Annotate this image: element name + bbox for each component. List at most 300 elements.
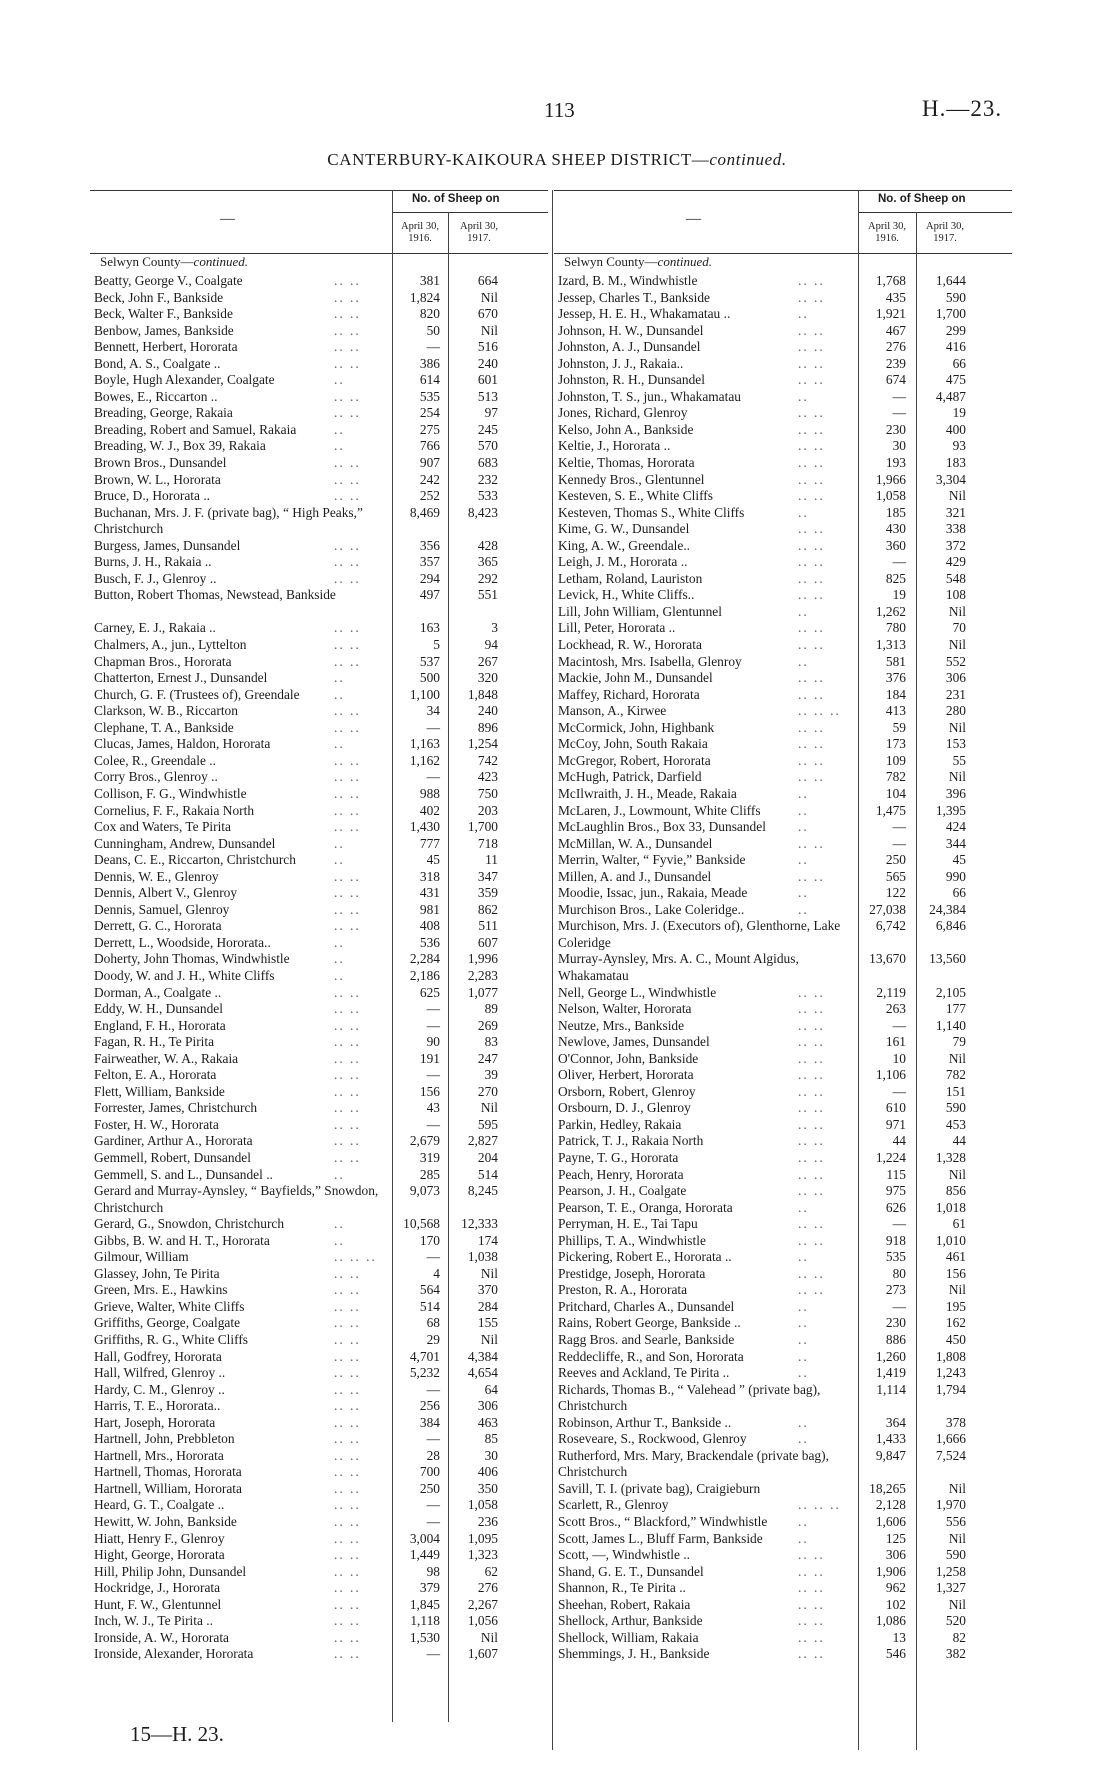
leader-dots: .. .. — [798, 289, 825, 305]
table-row — [90, 918, 548, 935]
holder-name: Letham, Roland, Lauriston — [558, 570, 703, 586]
sheep-1916: 80 — [892, 1265, 906, 1281]
sheep-1916: 250 — [419, 1480, 440, 1496]
holder-name: Robinson, Arthur T., Bankside .. — [558, 1414, 732, 1430]
sheep-1916: 376 — [885, 670, 906, 686]
leader-dots: .. .. — [798, 471, 825, 487]
sheep-1917: 236 — [477, 1514, 498, 1530]
leader-dots: .. — [798, 785, 809, 801]
left-header-rule — [392, 212, 548, 213]
leader-dots: .. .. — [798, 637, 825, 653]
sheep-1917: Nil — [948, 769, 966, 785]
table-row — [90, 968, 548, 985]
sheep-1917: 280 — [945, 703, 966, 719]
sheep-1917: 64 — [484, 1381, 498, 1397]
sheep-1917: 372 — [945, 537, 966, 553]
sheep-1916: 98 — [426, 1563, 440, 1579]
table-row — [554, 918, 1012, 951]
leader-dots: .. .. — [334, 388, 361, 404]
sheep-1916: 535 — [885, 1249, 906, 1265]
table-row — [554, 1597, 1012, 1614]
table-row — [554, 1497, 1012, 1514]
sheep-1916: 435 — [885, 289, 906, 305]
holder-name: Pritchard, Charles A., Dunsandel — [558, 1298, 735, 1314]
leader-dots: .. .. — [334, 1348, 361, 1364]
table-row — [554, 869, 1012, 886]
table-row — [554, 488, 1012, 505]
sheep-1917: 428 — [477, 537, 498, 553]
sheep-1917: 177 — [945, 1001, 966, 1017]
sheep-1916: 777 — [419, 835, 440, 851]
sheep-1916: 886 — [885, 1332, 906, 1347]
leader-dots: .. .. — [798, 372, 825, 388]
sheep-1917: 267 — [477, 653, 498, 669]
holder-name: Lockhead, R. W., Hororata — [558, 637, 702, 653]
sheep-1916: 13 — [892, 1629, 906, 1645]
leader-dots: .. .. — [334, 637, 361, 653]
holder-name: Bennett, Herbert, Hororata — [94, 339, 238, 355]
holder-name: Kesteven, Thomas S., White Cliffs — [558, 504, 745, 520]
table-row — [90, 1613, 548, 1630]
leader-dots: .. .. — [798, 620, 825, 636]
holder-name: Mackie, John M., Dunsandel — [558, 670, 713, 686]
sheep-1916: 2,284 — [409, 951, 440, 967]
right-header-1916: April 30, 1916. — [868, 221, 906, 244]
leader-dots: .. — [334, 736, 345, 752]
leader-dots: .. .. — [798, 339, 825, 355]
leader-dots: .. .. — [334, 1315, 361, 1331]
sheep-1916: — — [892, 388, 906, 404]
sheep-1916: 9,847 — [875, 1447, 906, 1463]
leader-dots: .. .. — [798, 1116, 825, 1132]
table-row — [554, 554, 1012, 571]
sheep-1917: Nil — [948, 1480, 966, 1496]
sheep-1916: — — [892, 1298, 906, 1314]
leader-dots: .. .. — [798, 1183, 825, 1199]
leader-dots: .. — [798, 653, 809, 669]
table-row — [90, 786, 548, 803]
right-divider-1 — [858, 190, 859, 1750]
table-row — [554, 687, 1012, 704]
table-row — [90, 1282, 548, 1299]
sheep-1916: 43 — [426, 1100, 440, 1116]
table-row — [90, 836, 548, 853]
sheep-1917: 590 — [945, 1547, 966, 1563]
sheep-1917: 79 — [952, 1034, 966, 1050]
table-row — [90, 1100, 548, 1117]
holder-name: Shand, G. E. T., Dunsandel — [558, 1563, 704, 1579]
sheep-1917: 750 — [477, 785, 498, 801]
leader-dots: .. .. — [334, 1149, 361, 1165]
holder-name: Preston, R. A., Hororata — [558, 1282, 688, 1298]
leader-dots: .. .. — [334, 1646, 361, 1662]
holder-name: Manson, A., Kirwee — [558, 703, 667, 719]
sheep-1916: 1,106 — [875, 1067, 906, 1083]
left-county-continued: continued. — [193, 254, 249, 269]
table-row — [554, 1167, 1012, 1184]
sheep-1917: 156 — [945, 1265, 966, 1281]
sheep-1916: — — [426, 1001, 440, 1017]
table-row — [554, 1200, 1012, 1217]
sheep-1916: 2,119 — [876, 984, 906, 1000]
sheep-1916: 68 — [426, 1315, 440, 1331]
sheep-1917: Nil — [480, 322, 498, 338]
sheep-1916: 104 — [885, 785, 906, 801]
holder-name: Cox and Waters, Te Pirita — [94, 819, 231, 835]
leader-dots: .. — [334, 967, 345, 983]
leader-dots: .. .. — [334, 1431, 361, 1447]
sheep-1917: 1,794 — [935, 1381, 966, 1397]
leader-dots: .. .. — [798, 1017, 825, 1033]
leader-dots: .. — [334, 835, 345, 851]
table-row — [554, 1415, 1012, 1432]
sheep-1916: 90 — [426, 1034, 440, 1050]
table-row — [554, 1531, 1012, 1548]
left-table-body — [90, 273, 548, 1663]
sheep-1916: 1,224 — [875, 1149, 906, 1165]
holder-name: Hartnell, Thomas, Hororata — [94, 1464, 242, 1480]
sheep-1916: 252 — [419, 488, 440, 504]
table-row — [90, 306, 548, 323]
sheep-1916: 1,530 — [409, 1629, 440, 1645]
holder-name: Glassey, John, Te Pirita — [94, 1265, 220, 1281]
table-row — [554, 571, 1012, 588]
leader-dots: .. .. — [334, 322, 361, 338]
left-divider-2 — [448, 212, 449, 1722]
leader-dots: .. — [798, 1332, 809, 1347]
left-county-heading — [90, 254, 548, 273]
table-row — [554, 1349, 1012, 1366]
leader-dots: .. — [798, 306, 809, 322]
table-row — [554, 356, 1012, 373]
left-column — [90, 190, 548, 1663]
leader-dots: .. .. .. — [798, 703, 841, 719]
sheep-1917: 94 — [484, 637, 498, 653]
leader-dots: .. .. — [798, 1216, 825, 1232]
table-row — [90, 372, 548, 389]
table-row — [554, 1233, 1012, 1250]
sheep-1917: Nil — [480, 1100, 498, 1116]
sheep-1916: 674 — [885, 372, 906, 388]
table-row — [554, 372, 1012, 389]
sheep-1917: 89 — [484, 1001, 498, 1017]
holder-name: Gardiner, Arthur A., Hororata — [94, 1133, 253, 1149]
holder-name: Ironside, Alexander, Hororata — [94, 1646, 254, 1662]
table-row — [90, 885, 548, 902]
holder-name: Jessep, H. E. H., Whakamatau .. — [558, 306, 731, 322]
holder-name: Gemmell, S. and L., Dunsandel .. — [94, 1166, 273, 1182]
sheep-1917: 670 — [477, 306, 498, 322]
leader-dots: .. — [334, 670, 345, 686]
leader-dots: .. .. — [334, 455, 361, 471]
sheep-1917: 4,654 — [467, 1365, 498, 1381]
table-row — [554, 1067, 1012, 1084]
sheep-1917: 406 — [477, 1464, 498, 1480]
holder-name: Nell, George L., Windwhistle — [558, 984, 717, 1000]
leader-dots: .. .. — [798, 1596, 825, 1612]
sheep-1916: 276 — [885, 339, 906, 355]
leader-dots: .. .. — [334, 819, 361, 835]
sheep-1916: 263 — [885, 1001, 906, 1017]
holder-name: Busch, F. J., Glenroy .. — [94, 570, 217, 586]
holder-name: Green, Mrs. E., Hawkins — [94, 1282, 228, 1298]
sheep-1916: — — [426, 769, 440, 785]
leader-dots: .. .. — [798, 1001, 825, 1017]
holder-name: Bruce, D., Hororata .. — [94, 488, 211, 504]
sheep-1917: 306 — [477, 1398, 498, 1414]
sheep-1916: 2,186 — [409, 967, 440, 983]
sheep-1916: 156 — [419, 1083, 440, 1099]
sheep-1916: 1,433 — [875, 1431, 906, 1447]
sheep-1917: 463 — [477, 1414, 498, 1430]
leader-dots: .. .. — [798, 1083, 825, 1099]
holder-name: Doody, W. and J. H., White Cliffs — [94, 967, 275, 983]
leader-dots: .. .. — [334, 554, 361, 570]
holder-name: Chatterton, Ernest J., Dunsandel — [94, 670, 268, 686]
leader-dots: .. — [798, 388, 809, 404]
leader-dots: .. — [798, 1249, 809, 1265]
holder-name: Griffiths, R. G., White Cliffs — [94, 1332, 248, 1347]
leader-dots: .. — [334, 852, 345, 868]
sheep-1917: 82 — [952, 1629, 966, 1645]
table-row — [554, 604, 1012, 621]
sheep-1916: 19 — [892, 587, 906, 603]
sheep-1916: — — [426, 1497, 440, 1513]
holder-name: Scott, James L., Bluff Farm, Bankside — [558, 1530, 763, 1546]
holder-name: Hall, Godfrey, Hororata — [94, 1348, 222, 1364]
sheep-1916: 1,906 — [875, 1563, 906, 1579]
table-row — [90, 769, 548, 786]
sheep-1916: — — [426, 719, 440, 735]
leader-dots: .. .. — [798, 1547, 825, 1563]
sheep-1917: 2,827 — [467, 1133, 498, 1149]
leader-dots: .. .. — [334, 769, 361, 785]
leader-dots: .. .. — [334, 802, 361, 818]
table-row — [90, 1150, 548, 1167]
sheep-1917: 19 — [952, 405, 966, 421]
holder-name: Sheehan, Robert, Rakaia — [558, 1596, 691, 1612]
leader-dots: .. .. — [334, 752, 361, 768]
sheep-1916: 1,162 — [409, 752, 440, 768]
table-row — [90, 1431, 548, 1448]
sheep-1917: 1,644 — [935, 273, 966, 288]
sheep-1917: 70 — [952, 620, 966, 636]
holder-name: Neutze, Mrs., Bankside — [558, 1017, 685, 1033]
leader-dots: .. .. — [334, 1365, 361, 1381]
sheep-1916: 319 — [419, 1149, 440, 1165]
left-county-name: Selwyn County— — [100, 254, 194, 269]
sheep-1917: Nil — [948, 1282, 966, 1298]
holder-name: Derrett, G. C., Hororata — [94, 918, 222, 934]
sheep-1917: 533 — [477, 488, 498, 504]
sheep-1916: 1,163 — [409, 736, 440, 752]
sheep-1917: 461 — [945, 1249, 966, 1265]
sheep-1917: 429 — [945, 554, 966, 570]
holder-name: Clucas, James, Haldon, Hororata — [94, 736, 271, 752]
holder-name: Deans, C. E., Riccarton, Christchurch — [94, 852, 296, 868]
table-row — [554, 1646, 1012, 1663]
sheep-1917: 7,524 — [935, 1447, 966, 1463]
right-header-dash: — — [686, 211, 701, 227]
sheep-1916: 185 — [885, 504, 906, 520]
holder-name: England, F. H., Hororata — [94, 1017, 226, 1033]
table-row — [90, 488, 548, 505]
leader-dots: .. .. — [334, 620, 361, 636]
document-code: H.—23. — [922, 96, 1003, 121]
sheep-1916: 500 — [419, 670, 440, 686]
sheep-1916: — — [426, 1381, 440, 1397]
leader-dots: .. .. — [334, 1547, 361, 1563]
leader-dots: .. — [334, 934, 345, 950]
holder-name: O'Connor, John, Bankside — [558, 1050, 699, 1066]
leader-dots: .. — [798, 1315, 809, 1331]
table-row — [554, 1481, 1012, 1498]
holder-name: Beck, John F., Bankside — [94, 289, 224, 305]
right-table-body — [554, 273, 1012, 1663]
sheep-1916: 408 — [419, 918, 440, 934]
leader-dots: .. .. — [334, 1133, 361, 1149]
holder-name: Foster, H. W., Hororata — [94, 1116, 219, 1132]
sheep-1917: 204 — [477, 1149, 498, 1165]
holder-name: Gemmell, Robert, Dunsandel — [94, 1149, 251, 1165]
sheep-1916: 170 — [419, 1232, 440, 1248]
holder-name: Leigh, J. M., Hororata .. — [558, 554, 688, 570]
holder-name: Breading, W. J., Box 39, Rakaia — [94, 438, 266, 454]
leader-dots: .. .. — [798, 835, 825, 851]
sheep-1916: 381 — [419, 273, 440, 288]
sheep-1916: 535 — [419, 388, 440, 404]
table-row — [90, 1233, 548, 1250]
holder-name: Church, G. F. (Trustees of), Greendale — [94, 686, 300, 702]
sheep-1916: 1,768 — [875, 273, 906, 288]
sheep-1917: 1,095 — [467, 1530, 498, 1546]
table-row — [90, 1183, 548, 1216]
leader-dots: .. .. — [798, 1629, 825, 1645]
sheep-1916: 384 — [419, 1414, 440, 1430]
sheep-1917: 548 — [945, 570, 966, 586]
holder-name: Scott, —, Windwhistle .. — [558, 1547, 691, 1563]
holder-name: Maffey, Richard, Hororata — [558, 686, 700, 702]
table-row — [90, 1067, 548, 1084]
holder-name: Gerard, G., Snowdon, Christchurch — [94, 1216, 285, 1232]
holder-name: Hardy, C. M., Glenroy .. — [94, 1381, 225, 1397]
holder-name: Levick, H., White Cliffs.. — [558, 587, 695, 603]
holder-name: Dennis, Albert V., Glenroy — [94, 885, 238, 901]
sheep-1916: 306 — [885, 1547, 906, 1563]
sheep-1917: 320 — [477, 670, 498, 686]
sheep-1917: 1,010 — [935, 1232, 966, 1248]
leader-dots: .. .. — [334, 1083, 361, 1099]
leader-dots: .. — [798, 603, 809, 619]
table-row — [90, 869, 548, 886]
holder-name: Chalmers, A., jun., Lyttelton — [94, 637, 247, 653]
leader-dots: .. .. — [334, 1580, 361, 1596]
table-row — [554, 1630, 1012, 1647]
table-row — [554, 1431, 1012, 1448]
holder-name: McMillan, W. A., Dunsandel — [558, 835, 713, 851]
sheep-1916: 1,058 — [875, 488, 906, 504]
table-row — [90, 389, 548, 406]
holder-name: Clarkson, W. B., Riccarton — [94, 703, 238, 719]
sheep-1917: 66 — [952, 885, 966, 901]
leader-dots: .. .. — [334, 537, 361, 553]
leader-dots: .. — [798, 802, 809, 818]
leader-dots: .. .. — [798, 570, 825, 586]
sheep-1917: 4,384 — [467, 1348, 498, 1364]
sheep-1917: 30 — [484, 1447, 498, 1463]
sheep-1916: 109 — [885, 752, 906, 768]
table-row — [554, 389, 1012, 406]
holder-name: Reddecliffe, R., and Son, Hororata — [558, 1348, 744, 1364]
sheep-1917: 344 — [945, 835, 966, 851]
sheep-1917: 174 — [477, 1232, 498, 1248]
leader-dots: .. — [798, 1514, 809, 1530]
table-row — [90, 935, 548, 952]
sheep-1917: 203 — [477, 802, 498, 818]
sheep-1916: 1,824 — [409, 289, 440, 305]
leader-dots: .. .. — [798, 1646, 825, 1662]
table-row — [554, 306, 1012, 323]
leader-dots: .. .. — [798, 587, 825, 603]
sheep-1916: 413 — [885, 703, 906, 719]
sheep-1916: — — [426, 1431, 440, 1447]
sheep-1917: 382 — [945, 1646, 966, 1662]
sheep-1917: 232 — [477, 471, 498, 487]
sheep-1917: 2,283 — [467, 967, 498, 983]
sheep-1916: 820 — [419, 306, 440, 322]
holder-name: Murray-Aynsley, Mrs. A. C., Mount Algidus, Whakamatau — [558, 951, 799, 983]
sheep-1916: 625 — [419, 984, 440, 1000]
sheep-1917: 1,058 — [467, 1497, 498, 1513]
sheep-1917: Nil — [948, 1166, 966, 1182]
leader-dots: .. .. — [334, 339, 361, 355]
sheep-1916: 431 — [419, 885, 440, 901]
holder-name: Doherty, John Thomas, Windwhistle — [94, 951, 290, 967]
holder-name: Scarlett, R., Glenroy — [558, 1497, 669, 1513]
leader-dots: .. .. — [798, 438, 825, 454]
holder-name: Shellock, Arthur, Bankside — [558, 1613, 703, 1629]
sheep-1916: 184 — [885, 686, 906, 702]
sheep-1916: 975 — [885, 1183, 906, 1199]
leader-dots: .. — [798, 504, 809, 520]
holder-name: Millen, A. and J., Dunsandel — [558, 868, 712, 884]
sheep-1916: 1,313 — [875, 637, 906, 653]
sheep-1916: 122 — [885, 885, 906, 901]
table-row — [554, 786, 1012, 803]
sheep-1917: 607 — [477, 934, 498, 950]
sheep-1916: 5 — [433, 637, 440, 653]
table-row — [554, 538, 1012, 555]
sheep-1916: 565 — [885, 868, 906, 884]
holder-name: Beck, Walter F., Bankside — [94, 306, 233, 322]
sheep-1917: 2,267 — [467, 1596, 498, 1612]
sheep-1916: 318 — [419, 868, 440, 884]
right-county-name: Selwyn County— — [564, 254, 658, 269]
left-header-1916: April 30, 1916. — [401, 221, 439, 244]
sheep-1916: 962 — [885, 1580, 906, 1596]
sheep-1917: 856 — [945, 1183, 966, 1199]
sheep-1917: 3,304 — [935, 471, 966, 487]
left-header-dash: — — [220, 211, 235, 227]
sheep-1916: 115 — [886, 1166, 906, 1182]
leader-dots: .. — [798, 1199, 809, 1215]
holder-name: McCormick, John, Highbank — [558, 719, 715, 735]
table-row — [554, 1547, 1012, 1564]
sheep-1916: 907 — [419, 455, 440, 471]
sheep-1917: 350 — [477, 1480, 498, 1496]
sheep-1917: 1,395 — [935, 802, 966, 818]
sheep-1917: Nil — [480, 1265, 498, 1281]
